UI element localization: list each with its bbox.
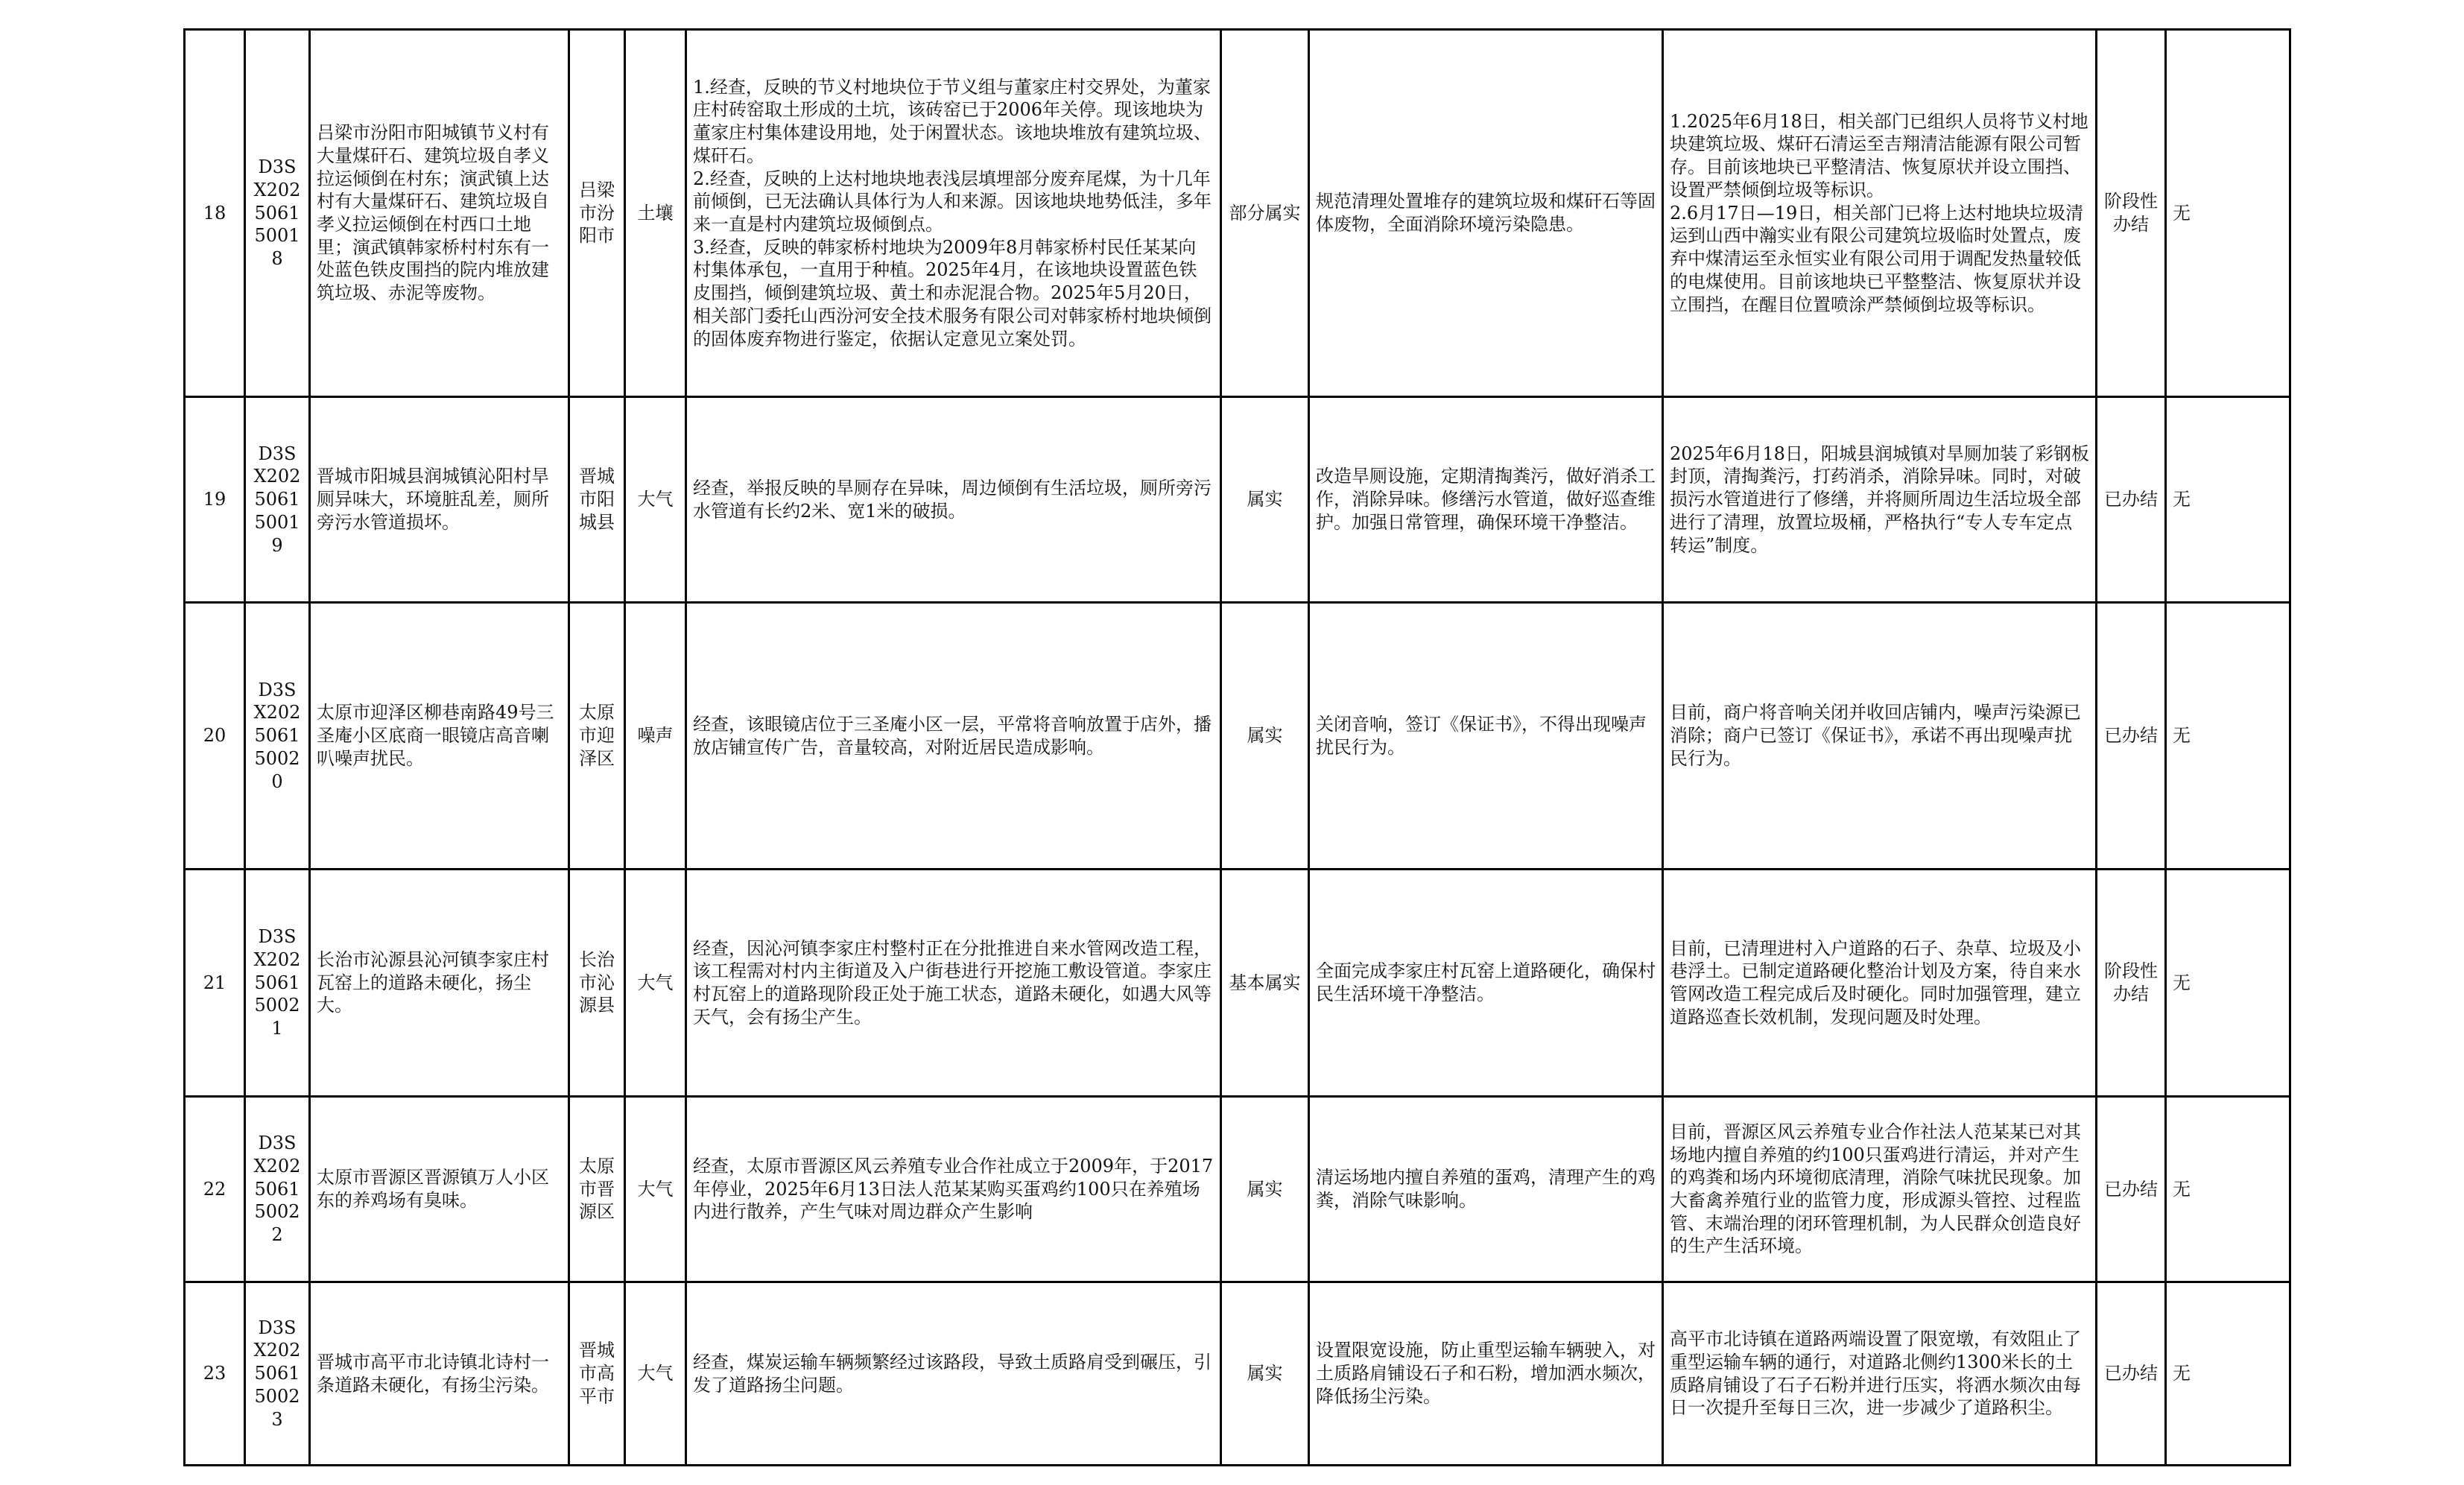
rectification-progress: 目前，晋源区风云养殖专业合作社法人范某某已对其场地内擅自养殖的约100只蛋鸡进行清运，并对产生的鸡粪和场内环境彻底清理，消除气味扰民现象。加大畜禽养殖行业的监管力度，形成源头管控、过程监管、末端治理的闭环管理机制，为人民群众创造良好的生产生活环境。 bbox=[1663, 1097, 2097, 1282]
investigation-findings: 经查，因沁河镇李家庄村整村正在分批推进自来水管网改造工程，该工程需对村内主街道及入户街巷进行开挖施工敷设管道。李家庄村瓦窑上的道路现阶段正处于施工状态，道路未硬化，如遇大风等天气，会有扬尘产生。 bbox=[686, 870, 1221, 1097]
row-number: 19 bbox=[185, 397, 245, 603]
rectification-progress: 2025年6月18日，阳城县润城镇对旱厕加装了彩钢板封顶，清掏粪污，打药消杀，消除异味。同时，对破损污水管道进行了修缮，并将厕所周边生活垃圾全部进行了清理，放置垃圾桶，严格执行“专人专车定点转运”制度。 bbox=[1663, 397, 2097, 603]
table-row bbox=[185, 870, 2290, 1097]
pollution-type: 大气 bbox=[625, 870, 686, 1097]
rectification-goal: 清运场地内擅自养殖的蛋鸡，清理产生的鸡粪，消除气味影响。 bbox=[1309, 1097, 1663, 1282]
rectification-goal: 关闭音响，签订《保证书》，不得出现噪声扰民行为。 bbox=[1309, 603, 1663, 870]
pollution-type: 大气 bbox=[625, 397, 686, 603]
complaint-content: 吕梁市汾阳市阳城镇节义村有大量煤矸石、建筑垃圾自孝义拉运倾倒在村东；演武镇上达村有大量煤矸石、建筑垃圾自孝义拉运倾倒在村西口土地里；演武镇韩家桥村村东有一处蓝色铁皮围挡的院内堆放建筑垃圾、赤泥等废物。 bbox=[310, 30, 569, 397]
case-code: D3SX2025061 50018 bbox=[245, 30, 310, 397]
rectification-progress: 目前，商户将音响关闭并收回店铺内，噪声污染源已消除；商户已签订《保证书》，承诺不再出现噪声扰民行为。 bbox=[1663, 603, 2097, 870]
table-row bbox=[185, 1097, 2290, 1282]
investigation-findings: 经查，煤炭运输车辆频繁经过该路段，导致土质路肩受到碾压，引发了道路扬尘问题。 bbox=[686, 1282, 1221, 1466]
administrative-region: 晋城市阳城县 bbox=[569, 397, 625, 603]
pollution-type: 大气 bbox=[625, 1282, 686, 1466]
complaint-content: 长治市沁源县沁河镇李家庄村瓦窑上的道路未硬化，扬尘大。 bbox=[310, 870, 569, 1097]
rectification-goal: 全面完成李家庄村瓦窑上道路硬化，确保村民生活环境干净整洁。 bbox=[1309, 870, 1663, 1097]
investigation-findings: 1.经查，反映的节义村地块位于节义组与董家庄村交界处，为董家庄村砖窑取土形成的土坑，该砖窑已于2006年关停。现该地块为董家庄村集体建设用地，处于闲置状态。该地块堆放有建筑垃圾、煤矸石。 2.经查，反映的上达村地块地表浅层填埋部分废弃尾煤，为十几年前倾倒，已无法确认具体行为人和来源。因该地块地势低洼，多年来一直是村内建筑垃圾倾倒点。 3.经查，反映的韩家桥村地块为2009年8月韩家桥村民任某某向村集体承包，一直用于种植。2025年4月，在该地块设置蓝色铁皮围挡，倾倒建筑垃圾、黄土和赤泥混合物。2025年5月20日，相关部门委托山西汾河安全技术服务有限公司对韩家桥村地块倾倒的固体废弃物进行鉴定，依据认定意见立案处罚。 bbox=[686, 30, 1221, 397]
table-row bbox=[185, 397, 2290, 603]
case-code: D3SX2025061 50019 bbox=[245, 397, 310, 603]
rectification-progress: 高平市北诗镇在道路两端设置了限宽墩，有效阻止了重型运输车辆的通行，对道路北侧约1300米长的土质路肩铺设了石子石粉并进行压实，将洒水频次由每日一次提升至每日三次，进一步减少了道路积尘。 bbox=[1663, 1282, 2097, 1466]
case-code: D3SX2025061 50021 bbox=[245, 870, 310, 1097]
administrative-region: 太原市晋源区 bbox=[569, 1097, 625, 1282]
rectification-goal: 改造旱厕设施，定期清掏粪污，做好消杀工作，消除异味。修缮污水管道，做好巡查维护。加强日常管理，确保环境干净整洁。 bbox=[1309, 397, 1663, 603]
verification-result: 部分属实 bbox=[1221, 30, 1309, 397]
remark: 无 bbox=[2166, 603, 2290, 870]
case-status: 已办结 bbox=[2097, 1097, 2166, 1282]
complaint-content: 晋城市阳城县润城镇沁阳村旱厕异味大，环境脏乱差，厕所旁污水管道损坏。 bbox=[310, 397, 569, 603]
investigation-findings: 经查，举报反映的旱厕存在异味，周边倾倒有生活垃圾，厕所旁污水管道有长约2米、宽1米的破损。 bbox=[686, 397, 1221, 603]
case-status: 阶段性办结 bbox=[2097, 870, 2166, 1097]
investigation-findings: 经查，该眼镜店位于三圣庵小区一层，平常将音响放置于店外，播放店铺宣传广告，音量较高，对附近居民造成影响。 bbox=[686, 603, 1221, 870]
row-number: 23 bbox=[185, 1282, 245, 1466]
verification-result: 属实 bbox=[1221, 1097, 1309, 1282]
administrative-region: 长治市沁源县 bbox=[569, 870, 625, 1097]
rectification-progress: 1.2025年6月18日，相关部门已组织人员将节义村地块建筑垃圾、煤矸石清运至吉翔清洁能源有限公司暂存。目前该地块已平整清洁、恢复原状并设立围挡、设置严禁倾倒垃圾等标识。 2.6月17日—19日，相关部门已将上达村地块垃圾清运到山西中瀚实业有限公司建筑垃圾临时处置点，废弃中煤清运至永恒实业有限公司用于调配发热量较低的电煤使用。目前该地块已平整整洁、恢复原状并设立围挡，在醒目位置喷涂严禁倾倒垃圾等标识。 bbox=[1663, 30, 2097, 397]
complaint-content: 太原市迎泽区柳巷南路49号三圣庵小区底商一眼镜店高音喇叭噪声扰民。 bbox=[310, 603, 569, 870]
rectification-goal: 设置限宽设施，防止重型运输车辆驶入，对土质路肩铺设石子和石粉，增加洒水频次，降低扬尘污染。 bbox=[1309, 1282, 1663, 1466]
case-code: D3SX2025061 50022 bbox=[245, 1097, 310, 1282]
case-code: D3SX2025061 50023 bbox=[245, 1282, 310, 1466]
remark: 无 bbox=[2166, 30, 2290, 397]
row-number: 20 bbox=[185, 603, 245, 870]
row-number: 22 bbox=[185, 1097, 245, 1282]
rectification-goal: 规范清理处置堆存的建筑垃圾和煤矸石等固体废物，全面消除环境污染隐患。 bbox=[1309, 30, 1663, 397]
pollution-type: 噪声 bbox=[625, 603, 686, 870]
verification-result: 基本属实 bbox=[1221, 870, 1309, 1097]
case-status: 阶段性办结 bbox=[2097, 30, 2166, 397]
case-status: 已办结 bbox=[2097, 603, 2166, 870]
remark: 无 bbox=[2166, 1282, 2290, 1466]
table-row bbox=[185, 30, 2290, 397]
verification-result: 属实 bbox=[1221, 603, 1309, 870]
administrative-region: 晋城市高平市 bbox=[569, 1282, 625, 1466]
table-row bbox=[185, 603, 2290, 870]
pollution-type: 大气 bbox=[625, 1097, 686, 1282]
case-status: 已办结 bbox=[2097, 1282, 2166, 1466]
remark: 无 bbox=[2166, 1097, 2290, 1282]
verification-result: 属实 bbox=[1221, 397, 1309, 603]
administrative-region: 吕梁市汾阳市 bbox=[569, 30, 625, 397]
administrative-region: 太原市迎泽区 bbox=[569, 603, 625, 870]
rectification-progress: 目前，已清理进村入户道路的石子、杂草、垃圾及小巷浮土。已制定道路硬化整治计划及方案，待自来水管网改造工程完成后及时硬化。同时加强管理，建立道路巡查长效机制，发现问题及时处理。 bbox=[1663, 870, 2097, 1097]
pollution-type: 土壤 bbox=[625, 30, 686, 397]
remark: 无 bbox=[2166, 870, 2290, 1097]
row-number: 18 bbox=[185, 30, 245, 397]
complaint-content: 晋城市高平市北诗镇北诗村一条道路未硬化，有扬尘污染。 bbox=[310, 1282, 569, 1466]
verification-result: 属实 bbox=[1221, 1282, 1309, 1466]
case-code: D3SX2025061 50020 bbox=[245, 603, 310, 870]
remark: 无 bbox=[2166, 397, 2290, 603]
row-number: 21 bbox=[185, 870, 245, 1097]
case-status: 已办结 bbox=[2097, 397, 2166, 603]
investigation-findings: 经查，太原市晋源区风云养殖专业合作社成立于2009年，于2017年停业，2025年6月13日法人范某某购买蛋鸡约100只在养殖场内进行散养，产生气味对周边群众产生影响 bbox=[686, 1097, 1221, 1282]
complaint-content: 太原市晋源区晋源镇万人小区东的养鸡场有臭味。 bbox=[310, 1097, 569, 1282]
case-table bbox=[183, 28, 2291, 1466]
table-row bbox=[185, 1282, 2290, 1466]
